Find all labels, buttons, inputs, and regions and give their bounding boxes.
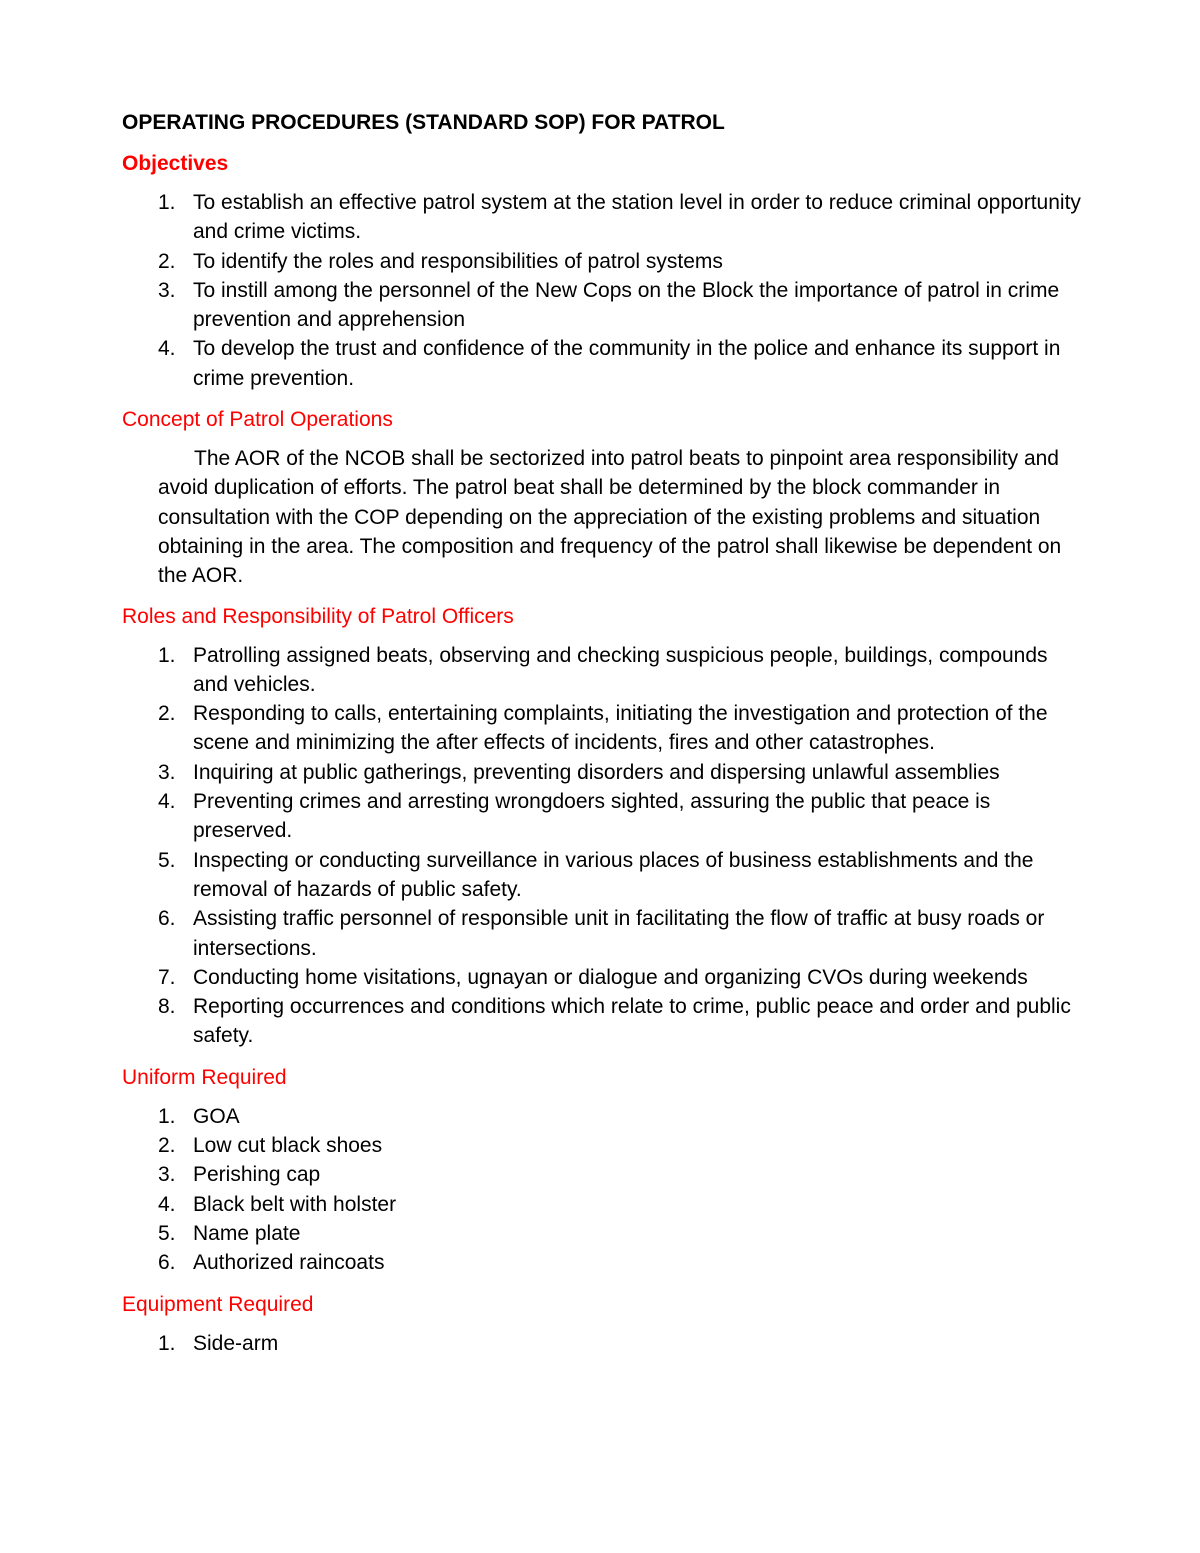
list-item: 6. Assisting traffic personnel of responsible unit in facilitating the flow of traffic at busy roads or intersections. [158,907,1045,960]
list-item: 1. To establish an effective patrol system at the station level in order to reduce criminal opportunity and crime victims. [158,191,1081,244]
equipment-list [122,1329,1082,1358]
roles-heading: Roles and Responsibility of Patrol Officers [122,604,514,628]
list-item: 8. Reporting occurrences and conditions which relate to crime, public peace and order and public safety. [158,995,1071,1048]
list-item: 7. Conducting home visitations, ugnayan or dialogue and organizing CVOs during weekends [158,965,1028,989]
objectives-list [122,188,1082,393]
list-item: 4. Preventing crimes and arresting wrongdoers sighted, assuring the public that peace is preserved. [158,790,991,843]
list-item: 4. Black belt with holster [158,1192,397,1216]
list-item: 1. Side-arm [158,1331,279,1355]
concept-paragraph: The AOR of the NCOB shall be sectorized into patrol beats to pinpoint area responsibility and avoid duplication of efforts. The patrol beat shall be determined by the block commander in consultation with the COP depending on the appreciation of the existing problems and situation obtaining in the area. The composition and frequency of the patrol shall likewise be dependent on the AOR. [158,447,1062,588]
list-item: 2. To identify the roles and responsibilities of patrol systems [158,249,723,273]
objectives-heading: Objectives [122,152,229,175]
uniform-list [122,1102,1082,1278]
document-page [122,108,1082,1370]
list-item: 5. Name plate [158,1221,301,1245]
concept-heading: Concept of Patrol Operations [122,408,393,432]
roles-list [122,641,1082,1051]
equipment-heading: Equipment Required [122,1292,314,1316]
list-item: 2. Low cut black shoes [158,1134,383,1158]
list-item: 5. Inspecting or conducting surveillance in various places of business establishments and the removal of hazards of public safety. [158,848,1034,901]
list-item: 1. GOA [158,1104,240,1128]
uniform-heading: Uniform Required [122,1065,287,1089]
list-item: 6. Authorized raincoats [158,1251,385,1275]
document-title: OPERATING PROCEDURES (STANDARD SOP) FOR PATROL [122,111,725,134]
list-item: 1. Patrolling assigned beats, observing and checking suspicious people, buildings, compounds and vehicles. [158,643,1048,696]
list-item: 4. To develop the trust and confidence of the community in the police and enhance its support in crime prevention. [158,337,1061,390]
list-item: 3. Inquiring at public gatherings, preventing disorders and dispersing unlawful assemblies [158,760,1000,784]
list-item: 3. To instill among the personnel of the New Cops on the Block the importance of patrol in crime prevention and apprehension [158,278,1060,332]
list-item: 3. Perishing cap [158,1163,321,1187]
list-item: 2. Responding to calls, entertaining complaints, initiating the investigation and protection of the scene and minimizing the after effects of incidents, fires and other catastrophes. [158,702,1048,755]
